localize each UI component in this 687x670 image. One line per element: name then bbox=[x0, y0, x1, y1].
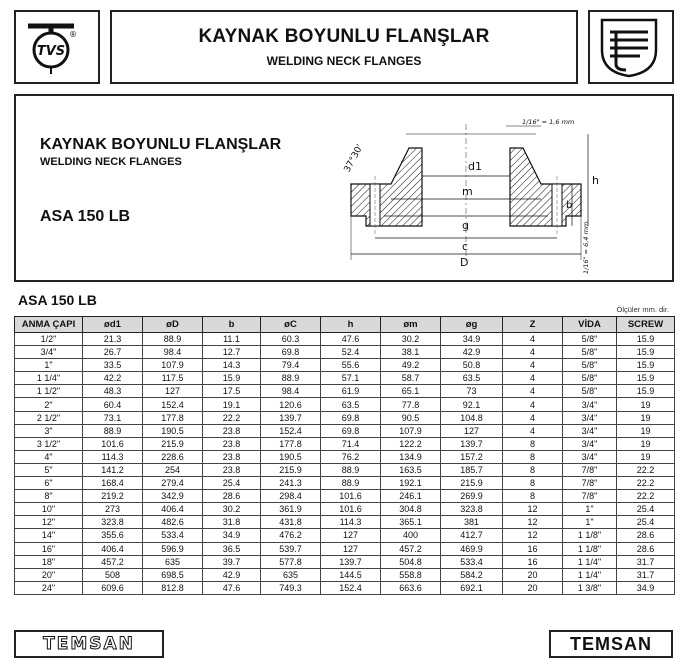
table-row bbox=[15, 542, 675, 555]
table-row bbox=[15, 568, 675, 581]
label-b: b bbox=[566, 200, 573, 211]
table-cell: 88.9 bbox=[261, 372, 321, 385]
table-row bbox=[15, 385, 675, 398]
table-cell: 3" bbox=[15, 424, 83, 437]
table-cell: 23.8 bbox=[203, 450, 261, 463]
column-header: b bbox=[203, 317, 261, 333]
table-row bbox=[15, 359, 675, 372]
table-cell: 15.9 bbox=[617, 372, 675, 385]
table-cell: 431.8 bbox=[261, 516, 321, 529]
table-cell: 269.9 bbox=[441, 490, 503, 503]
table-cell: 12 bbox=[503, 503, 563, 516]
column-header: ød1 bbox=[83, 317, 143, 333]
table-cell: 1 1/4" bbox=[563, 555, 617, 568]
table-cell: 7/8" bbox=[563, 463, 617, 476]
table-cell: 11.1 bbox=[203, 333, 261, 346]
table-row bbox=[15, 463, 675, 476]
table-cell: 19.1 bbox=[203, 398, 261, 411]
table-cell: 3 1/2" bbox=[15, 437, 83, 450]
table-row bbox=[15, 503, 675, 516]
table-cell: 157.2 bbox=[441, 450, 503, 463]
table-row bbox=[15, 529, 675, 542]
table-cell: 25.4 bbox=[617, 516, 675, 529]
table-cell: 7/8" bbox=[563, 490, 617, 503]
table-cell: 298.4 bbox=[261, 490, 321, 503]
table-cell: 23.8 bbox=[203, 463, 261, 476]
table-cell: 58.7 bbox=[381, 372, 441, 385]
table-cell: 16" bbox=[15, 542, 83, 555]
table-cell: 15.9 bbox=[617, 359, 675, 372]
table-cell: 28.6 bbox=[617, 529, 675, 542]
table-cell: 3/4" bbox=[563, 450, 617, 463]
table-cell: 25.4 bbox=[617, 503, 675, 516]
table-cell: 304.8 bbox=[381, 503, 441, 516]
column-header: SCREW bbox=[617, 317, 675, 333]
table-cell: 30.2 bbox=[381, 333, 441, 346]
table-cell: 28.6 bbox=[617, 542, 675, 555]
table-cell: 4 bbox=[503, 359, 563, 372]
table-row bbox=[15, 555, 675, 568]
table-cell: 4 bbox=[503, 398, 563, 411]
table-cell: 16 bbox=[503, 555, 563, 568]
table-cell: 1 1/2" bbox=[15, 385, 83, 398]
table-cell: 107.9 bbox=[381, 424, 441, 437]
column-header: øg bbox=[441, 317, 503, 333]
table-cell: 31.8 bbox=[203, 516, 261, 529]
table-cell: 5/8" bbox=[563, 372, 617, 385]
table-cell: 1" bbox=[563, 516, 617, 529]
table-cell: 19 bbox=[617, 411, 675, 424]
table-row bbox=[15, 490, 675, 503]
table-cell: 65.1 bbox=[381, 385, 441, 398]
label-raised-face: 1/16" = 1,6 mm bbox=[522, 118, 575, 126]
table-cell: 1 1/8" bbox=[563, 542, 617, 555]
label-h: h bbox=[592, 174, 599, 187]
table-cell: 88.9 bbox=[143, 333, 203, 346]
table-cell: 698.5 bbox=[143, 568, 203, 581]
table-cell: 104.8 bbox=[441, 411, 503, 424]
table-cell: 12" bbox=[15, 516, 83, 529]
table-cell: 98.4 bbox=[143, 346, 203, 359]
table-cell: 508 bbox=[83, 568, 143, 581]
table-cell: 152.4 bbox=[321, 581, 381, 594]
table-cell: 355.6 bbox=[83, 529, 143, 542]
table-cell: 63.5 bbox=[441, 372, 503, 385]
table-cell: 16 bbox=[503, 542, 563, 555]
table-cell: 609.6 bbox=[83, 581, 143, 594]
table-cell: 88.9 bbox=[321, 477, 381, 490]
table-cell: 127 bbox=[441, 424, 503, 437]
table-cell: 215.9 bbox=[441, 477, 503, 490]
table-cell: 60.4 bbox=[83, 398, 143, 411]
label-c: c bbox=[462, 240, 469, 253]
table-cell: 406.4 bbox=[143, 503, 203, 516]
table-cell: 98.4 bbox=[261, 385, 321, 398]
table-cell: 3/4" bbox=[563, 437, 617, 450]
table-cell: 22.2 bbox=[617, 463, 675, 476]
table-cell: 365.1 bbox=[381, 516, 441, 529]
tvs-logo-text: TVS bbox=[36, 44, 66, 59]
label-bevel: 1/16" = 6,4 mm bbox=[582, 221, 590, 274]
table-row bbox=[15, 581, 675, 594]
registered-mark: ® bbox=[69, 30, 77, 39]
table-row bbox=[15, 411, 675, 424]
table-cell: 88.9 bbox=[321, 463, 381, 476]
table-cell: 48.3 bbox=[83, 385, 143, 398]
label-m: m bbox=[462, 185, 473, 198]
table-cell: 241.3 bbox=[261, 477, 321, 490]
table-cell: 55.6 bbox=[321, 359, 381, 372]
table-cell: 577.8 bbox=[261, 555, 321, 568]
table-cell: 457.2 bbox=[83, 555, 143, 568]
temsan-logo bbox=[588, 10, 674, 84]
table-cell: 1 1/4" bbox=[15, 372, 83, 385]
table-cell: 120.6 bbox=[261, 398, 321, 411]
table-cell: 60.3 bbox=[261, 333, 321, 346]
table-cell: 1 3/8" bbox=[563, 581, 617, 594]
table-cell: 15.9 bbox=[203, 372, 261, 385]
table-cell: 139.7 bbox=[441, 437, 503, 450]
table-cell: 812.8 bbox=[143, 581, 203, 594]
table-cell: 31.7 bbox=[617, 555, 675, 568]
table-cell: 22.2 bbox=[617, 490, 675, 503]
table-cell: 88.9 bbox=[83, 424, 143, 437]
table-cell: 3/4" bbox=[563, 411, 617, 424]
table-cell: 10" bbox=[15, 503, 83, 516]
label-d1: d1 bbox=[468, 160, 482, 173]
column-header: h bbox=[321, 317, 381, 333]
table-cell: 185.7 bbox=[441, 463, 503, 476]
table-cell: 1 1/8" bbox=[563, 529, 617, 542]
table-cell: 3/4" bbox=[563, 398, 617, 411]
table-cell: 107.9 bbox=[143, 359, 203, 372]
table-cell: 141.2 bbox=[83, 463, 143, 476]
temsan-logo-icon bbox=[590, 12, 672, 82]
table-cell: 49.2 bbox=[381, 359, 441, 372]
table-cell: 50.8 bbox=[441, 359, 503, 372]
page-title: KAYNAK BOYUNLU FLANŞLAR bbox=[198, 26, 490, 47]
table-cell: 69.8 bbox=[321, 411, 381, 424]
column-header: ANMA ÇAPI bbox=[15, 317, 83, 333]
panel-title: KAYNAK BOYUNLU FLANŞLAR bbox=[40, 136, 282, 153]
table-row bbox=[15, 333, 675, 346]
table-cell: 4" bbox=[15, 450, 83, 463]
table-cell: 34.9 bbox=[203, 529, 261, 542]
units-note: Ölçüler mm. dir. bbox=[616, 305, 669, 314]
table-row bbox=[15, 372, 675, 385]
flange-spec-table bbox=[14, 316, 675, 595]
table-cell: 19 bbox=[617, 398, 675, 411]
table-cell: 92.1 bbox=[441, 398, 503, 411]
table-cell: 22.2 bbox=[203, 411, 261, 424]
table-cell: 4 bbox=[503, 372, 563, 385]
table-cell: 7/8" bbox=[563, 477, 617, 490]
table-cell: 4 bbox=[503, 411, 563, 424]
table-cell: 192.1 bbox=[381, 477, 441, 490]
table-cell: 34.9 bbox=[617, 581, 675, 594]
table-cell: 5/8" bbox=[563, 359, 617, 372]
table-cell: 69.8 bbox=[321, 424, 381, 437]
table-cell: 406.4 bbox=[83, 542, 143, 555]
table-cell: 139.7 bbox=[261, 411, 321, 424]
table-cell: 400 bbox=[381, 529, 441, 542]
table-cell: 177.8 bbox=[261, 437, 321, 450]
table-cell: 254 bbox=[143, 463, 203, 476]
column-header: VİDA bbox=[563, 317, 617, 333]
table-cell: 476.2 bbox=[261, 529, 321, 542]
table-cell: 23.8 bbox=[203, 424, 261, 437]
table-cell: 8" bbox=[15, 490, 83, 503]
table-cell: 114.3 bbox=[321, 516, 381, 529]
table-cell: 71.4 bbox=[321, 437, 381, 450]
table-cell: 127 bbox=[321, 529, 381, 542]
footer-brand-right bbox=[549, 630, 673, 658]
table-cell: 31.7 bbox=[617, 568, 675, 581]
table-cell: 20" bbox=[15, 568, 83, 581]
table-cell: 558.8 bbox=[381, 568, 441, 581]
table-cell: 139.7 bbox=[321, 555, 381, 568]
table-cell: 1" bbox=[15, 359, 83, 372]
table-cell: 15.9 bbox=[617, 333, 675, 346]
table-cell: 457.2 bbox=[381, 542, 441, 555]
table-cell: 12.7 bbox=[203, 346, 261, 359]
table-cell: 134.9 bbox=[381, 450, 441, 463]
table-cell: 219.2 bbox=[83, 490, 143, 503]
table-cell: 28.6 bbox=[203, 490, 261, 503]
table-row bbox=[15, 450, 675, 463]
table-cell: 52.4 bbox=[321, 346, 381, 359]
footer-brand-right-text: TEMSAN bbox=[570, 634, 652, 654]
table-cell: 33.5 bbox=[83, 359, 143, 372]
table-rating-heading: ASA 150 LB bbox=[18, 292, 97, 308]
table-cell: 17.5 bbox=[203, 385, 261, 398]
tvs-logo bbox=[14, 10, 100, 84]
table-cell: 117.5 bbox=[143, 372, 203, 385]
table-cell: 539.7 bbox=[261, 542, 321, 555]
table-cell: 63.5 bbox=[321, 398, 381, 411]
panel-subtitle: WELDING NECK FLANGES bbox=[40, 156, 182, 168]
table-cell: 73 bbox=[441, 385, 503, 398]
flange-cross-section-diagram bbox=[326, 104, 606, 280]
label-D: D bbox=[460, 256, 469, 269]
table-cell: 101.6 bbox=[321, 503, 381, 516]
table-cell: 215.9 bbox=[261, 463, 321, 476]
table-cell: 323.8 bbox=[441, 503, 503, 516]
table-cell: 8 bbox=[503, 477, 563, 490]
table-row bbox=[15, 424, 675, 437]
table-cell: 12 bbox=[503, 516, 563, 529]
table-cell: 163.5 bbox=[381, 463, 441, 476]
table-cell: 24" bbox=[15, 581, 83, 594]
table-cell: 1 1/4" bbox=[563, 568, 617, 581]
table-cell: 90.5 bbox=[381, 411, 441, 424]
table-cell: 76.2 bbox=[321, 450, 381, 463]
table-cell: 5/8" bbox=[563, 333, 617, 346]
table-cell: 57.1 bbox=[321, 372, 381, 385]
table-cell: 361.9 bbox=[261, 503, 321, 516]
table-cell: 5/8" bbox=[563, 346, 617, 359]
table-cell: 23.8 bbox=[203, 437, 261, 450]
table-row bbox=[15, 477, 675, 490]
table-cell: 2 1/2" bbox=[15, 411, 83, 424]
table-cell: 122.2 bbox=[381, 437, 441, 450]
table-cell: 36.5 bbox=[203, 542, 261, 555]
table-cell: 127 bbox=[143, 385, 203, 398]
table-cell: 4 bbox=[503, 333, 563, 346]
table-cell: 19 bbox=[617, 424, 675, 437]
table-cell: 22.2 bbox=[617, 477, 675, 490]
table-cell: 635 bbox=[261, 568, 321, 581]
table-cell: 114.3 bbox=[83, 450, 143, 463]
label-angle: 37°30' bbox=[342, 143, 366, 175]
table-cell: 18" bbox=[15, 555, 83, 568]
table-cell: 19 bbox=[617, 437, 675, 450]
table-row bbox=[15, 437, 675, 450]
footer-brand-left bbox=[14, 630, 164, 658]
table-cell: 47.6 bbox=[321, 333, 381, 346]
table-cell: 101.6 bbox=[83, 437, 143, 450]
table-cell: 190.5 bbox=[143, 424, 203, 437]
table-cell: 42.9 bbox=[203, 568, 261, 581]
table-cell: 34.9 bbox=[441, 333, 503, 346]
table-cell: 168.4 bbox=[83, 477, 143, 490]
table-cell: 533.4 bbox=[441, 555, 503, 568]
table-cell: 533.4 bbox=[143, 529, 203, 542]
panel-rating: ASA 150 LB bbox=[40, 208, 131, 225]
table-cell: 8 bbox=[503, 490, 563, 503]
table-row bbox=[15, 516, 675, 529]
table-cell: 323.8 bbox=[83, 516, 143, 529]
table-cell: 20 bbox=[503, 581, 563, 594]
table-cell: 469.9 bbox=[441, 542, 503, 555]
table-cell: 279.4 bbox=[143, 477, 203, 490]
page-header bbox=[14, 10, 674, 84]
table-cell: 6" bbox=[15, 477, 83, 490]
page-subtitle: WELDING NECK FLANGES bbox=[266, 54, 422, 68]
title-box bbox=[110, 10, 578, 84]
table-cell: 15.9 bbox=[617, 346, 675, 359]
table-body bbox=[15, 333, 675, 595]
table-cell: 15.9 bbox=[617, 385, 675, 398]
table-cell: 482.6 bbox=[143, 516, 203, 529]
table-cell: 69.8 bbox=[261, 346, 321, 359]
table-cell: 5" bbox=[15, 463, 83, 476]
table-cell: 663.6 bbox=[381, 581, 441, 594]
label-g: g bbox=[462, 219, 469, 232]
table-row bbox=[15, 346, 675, 359]
table-cell: 749.3 bbox=[261, 581, 321, 594]
table-cell: 342.9 bbox=[143, 490, 203, 503]
table-cell: 215.9 bbox=[143, 437, 203, 450]
table-cell: 21.3 bbox=[83, 333, 143, 346]
table-cell: 412.7 bbox=[441, 529, 503, 542]
table-cell: 584.2 bbox=[441, 568, 503, 581]
table-cell: 3/4" bbox=[15, 346, 83, 359]
table-cell: 1/2" bbox=[15, 333, 83, 346]
table-cell: 20 bbox=[503, 568, 563, 581]
table-cell: 8 bbox=[503, 463, 563, 476]
table-cell: 14.3 bbox=[203, 359, 261, 372]
table-row bbox=[15, 398, 675, 411]
table-cell: 38.1 bbox=[381, 346, 441, 359]
table-cell: 5/8" bbox=[563, 385, 617, 398]
table-cell: 101.6 bbox=[321, 490, 381, 503]
table-cell: 190.5 bbox=[261, 450, 321, 463]
table-cell: 73.1 bbox=[83, 411, 143, 424]
table-cell: 12 bbox=[503, 529, 563, 542]
tvs-logo-icon bbox=[16, 12, 98, 82]
table-cell: 42.2 bbox=[83, 372, 143, 385]
table-cell: 77.8 bbox=[381, 398, 441, 411]
table-cell: 144.5 bbox=[321, 568, 381, 581]
table-cell: 8 bbox=[503, 437, 563, 450]
table-cell: 246.1 bbox=[381, 490, 441, 503]
table-cell: 273 bbox=[83, 503, 143, 516]
table-cell: 47.6 bbox=[203, 581, 261, 594]
table-cell: 228.6 bbox=[143, 450, 203, 463]
column-header: øD bbox=[143, 317, 203, 333]
table-cell: 381 bbox=[441, 516, 503, 529]
table-cell: 504.8 bbox=[381, 555, 441, 568]
table-cell: 1" bbox=[563, 503, 617, 516]
table-cell: 8 bbox=[503, 450, 563, 463]
table-cell: 39.7 bbox=[203, 555, 261, 568]
table-cell: 127 bbox=[321, 542, 381, 555]
table-cell: 177.8 bbox=[143, 411, 203, 424]
table-cell: 30.2 bbox=[203, 503, 261, 516]
column-header: øm bbox=[381, 317, 441, 333]
table-cell: 4 bbox=[503, 346, 563, 359]
table-cell: 596.9 bbox=[143, 542, 203, 555]
table-cell: 692.1 bbox=[441, 581, 503, 594]
footer-brand-left-text: TEMSAN bbox=[43, 634, 135, 654]
column-header: øC bbox=[261, 317, 321, 333]
table-cell: 19 bbox=[617, 450, 675, 463]
table-cell: 14" bbox=[15, 529, 83, 542]
table-cell: 26.7 bbox=[83, 346, 143, 359]
table-header-row bbox=[15, 317, 675, 333]
table-cell: 79.4 bbox=[261, 359, 321, 372]
table-cell: 42.9 bbox=[441, 346, 503, 359]
table-cell: 4 bbox=[503, 424, 563, 437]
table-cell: 25.4 bbox=[203, 477, 261, 490]
table-cell: 152.4 bbox=[143, 398, 203, 411]
column-header: Z bbox=[503, 317, 563, 333]
diagram-panel bbox=[14, 94, 674, 282]
table-cell: 4 bbox=[503, 385, 563, 398]
table-cell: 61.9 bbox=[321, 385, 381, 398]
table-cell: 635 bbox=[143, 555, 203, 568]
table-cell: 152.4 bbox=[261, 424, 321, 437]
table-cell: 3/4" bbox=[563, 424, 617, 437]
table-cell: 2" bbox=[15, 398, 83, 411]
